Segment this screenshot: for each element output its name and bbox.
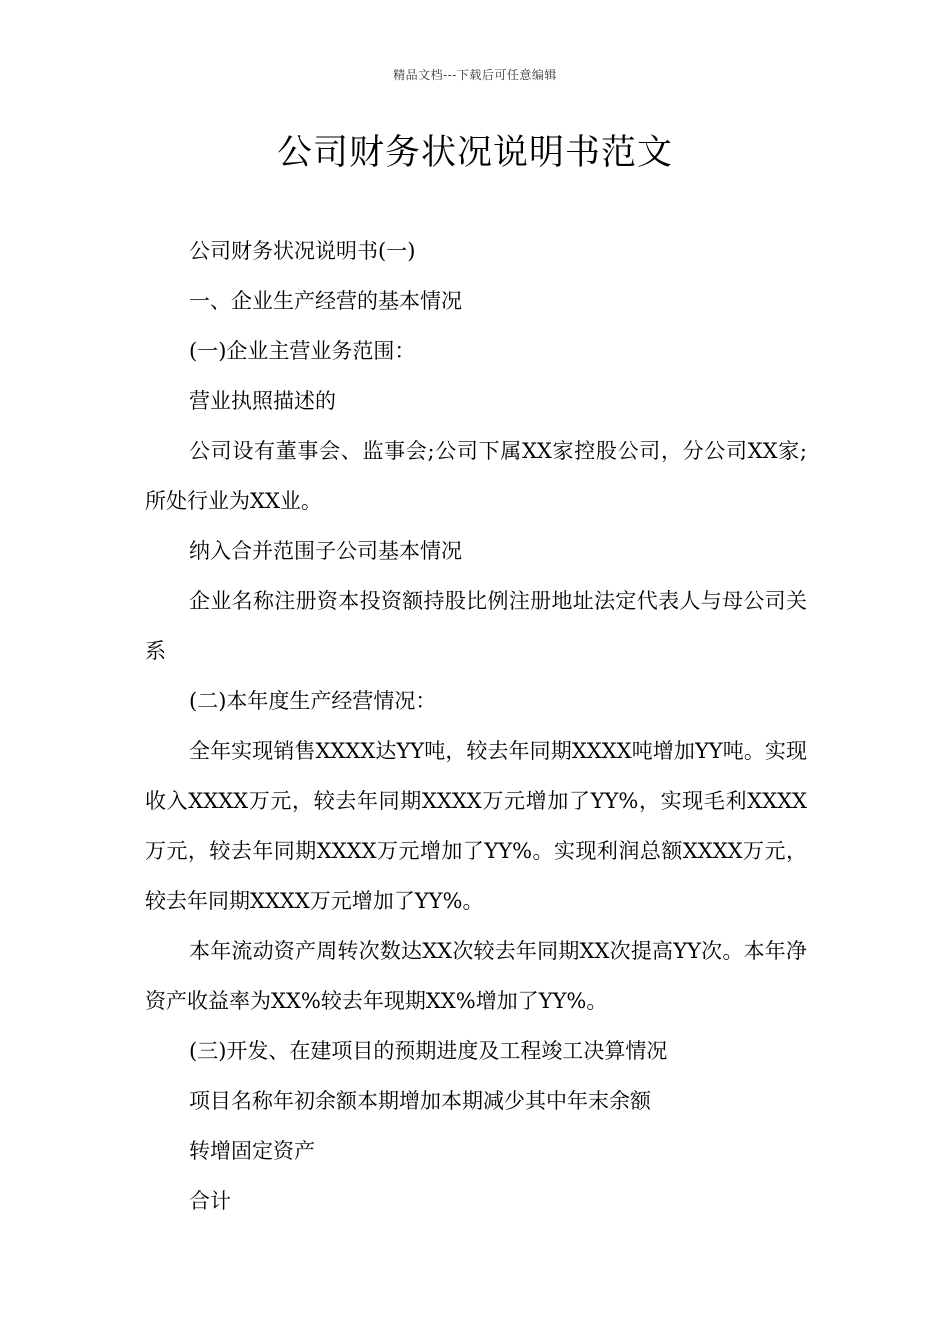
paragraph: 纳入合并范围子公司基本情况 <box>189 539 462 563</box>
document-body <box>145 226 807 1226</box>
paragraph: 项目名称年初余额本期增加本期减少其中年末余额 <box>189 1089 651 1113</box>
paragraph: 营业执照描述的 <box>189 389 336 413</box>
paragraph: 一、企业生产经营的基本情况 <box>189 289 462 313</box>
paragraph: (三)开发、在建项目的预期进度及工程竣工决算情况 <box>189 1039 668 1063</box>
paragraph: 本年流动资产周转次数达XX次较去年同期XX次提高YY次。本年净资产收益率为XX%较去年现期XX%增加了YY%。 <box>145 939 807 1013</box>
header-note: 精品文档---下载后可任意编辑 <box>393 68 557 82</box>
document-title: 公司财务状况说明书范文 <box>276 133 673 173</box>
paragraph: (一)企业主营业务范围： <box>189 339 416 363</box>
paragraph: 合计 <box>189 1189 231 1213</box>
paragraph: (二)本年度生产经营情况： <box>189 689 437 713</box>
paragraph: 转增固定资产 <box>189 1139 315 1163</box>
paragraph: 公司财务状况说明书(一) <box>189 239 416 263</box>
paragraph: 企业名称注册资本投资额持股比例注册地址法定代表人与母公司关系 <box>145 589 807 663</box>
paragraph: 全年实现销售XXXX达YY吨，较去年同期XXXX吨增加YY吨。实现收入XXXX万元，较去年同期XXXX万元增加了YY%，实现毛利XXXX万元，较去年同期XXXX万元增加了YY%。实现利润总额XXXX万元，较去年同期XXXX万元增加了YY%。 <box>145 739 807 913</box>
paragraph: 公司设有董事会、监事会;公司下属XX家控股公司，分公司XX家;所处行业为XX业。 <box>145 439 807 513</box>
